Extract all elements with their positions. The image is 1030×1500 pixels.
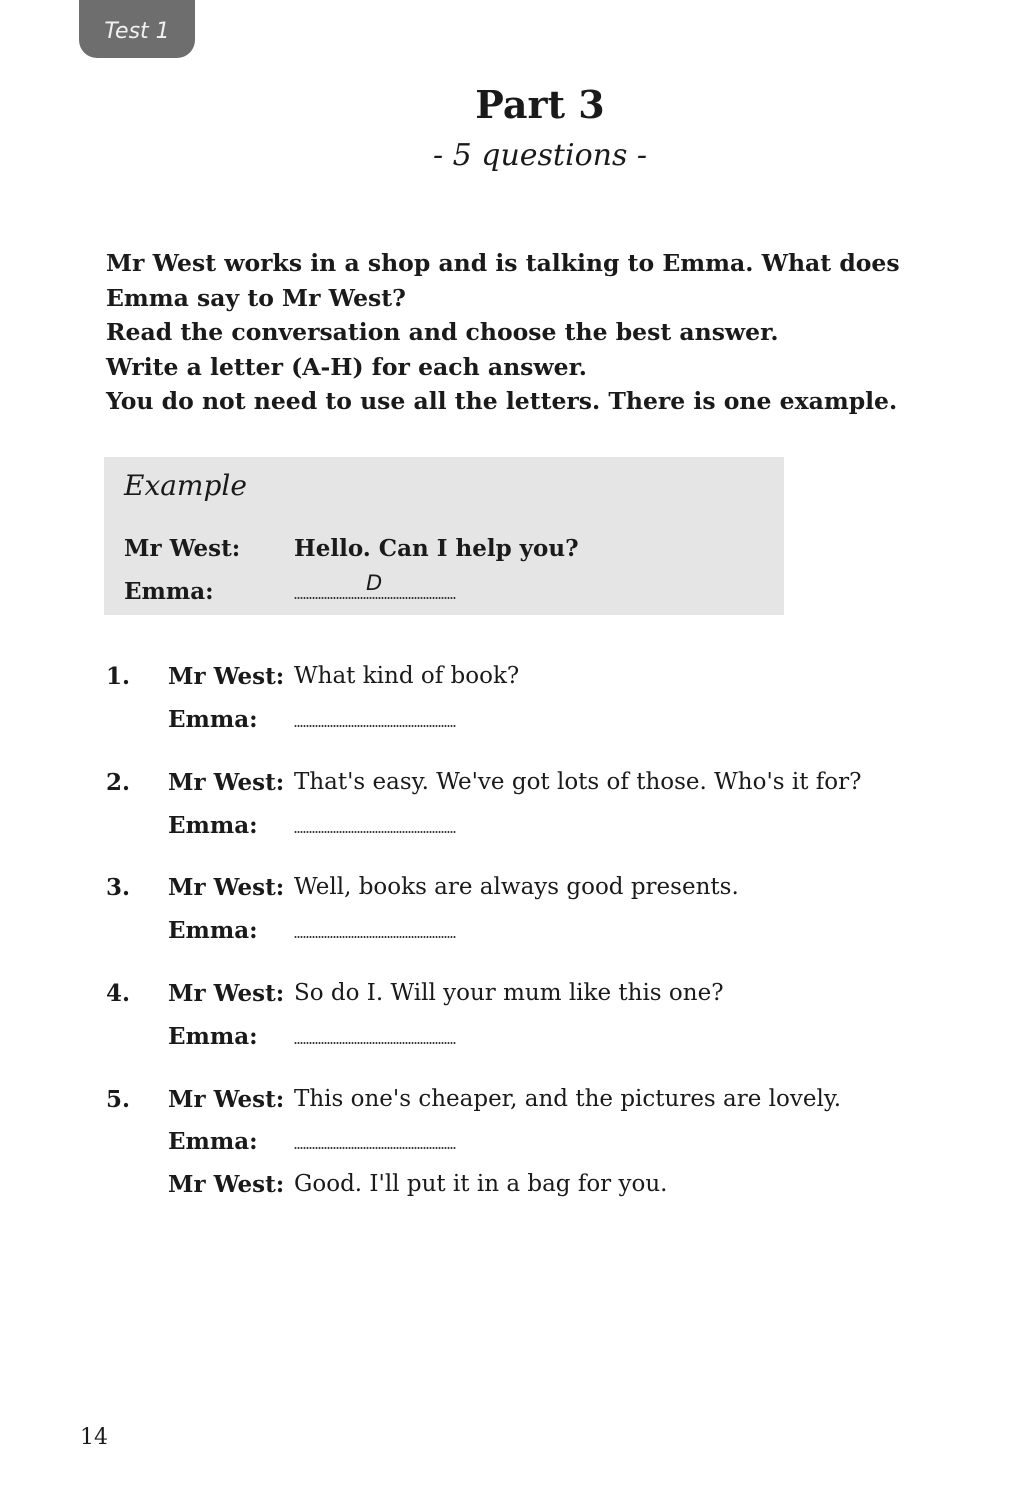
closing-line: Good. I'll put it in a bag for you.: [294, 1171, 668, 1197]
question-speaker: Mr West:: [168, 769, 285, 796]
page-number: 14: [80, 1425, 108, 1450]
answer-blank[interactable]: [294, 1147, 456, 1149]
answer-blank[interactable]: [294, 936, 456, 938]
question-number: 4.: [106, 980, 131, 1007]
question-number: 5.: [106, 1086, 131, 1113]
reply-speaker: Emma:: [168, 1023, 258, 1050]
example-line: Hello. Can I help you?: [294, 535, 579, 562]
question-number: 3.: [106, 874, 131, 901]
instruction-line: Write a letter (A-H) for each answer.: [106, 352, 587, 381]
example-speaker-mr-west: Mr West:: [124, 535, 241, 562]
example-box: [104, 457, 784, 615]
question-line: So do I. Will your mum like this one?: [294, 980, 724, 1006]
question-line: That's easy. We've got lots of those. Who's it for?: [294, 769, 862, 795]
reply-speaker: Emma:: [168, 812, 258, 839]
question-line: Well, books are always good presents.: [294, 874, 739, 900]
page-subtitle: - 5 questions -: [432, 138, 648, 173]
test-tab: Test 1: [79, 0, 195, 58]
example-heading: Example: [124, 469, 247, 502]
closing-speaker: Mr West:: [168, 1171, 285, 1198]
instruction-line: You do not need to use all the letters. There is one example.: [106, 387, 898, 415]
example-speaker-emma: Emma:: [124, 578, 214, 605]
instruction-line: Mr West works in a shop and is talking to Emma. What does Emma say to Mr West?: [106, 249, 900, 312]
reply-speaker: Emma:: [168, 706, 258, 733]
example-answer-dots: [294, 597, 456, 599]
question-line: What kind of book?: [294, 663, 520, 689]
answer-blank[interactable]: [294, 1042, 456, 1044]
answer-blank[interactable]: [294, 725, 456, 727]
question-number: 1.: [106, 663, 131, 690]
page-title: Part 3: [475, 82, 605, 127]
question-speaker: Mr West:: [168, 980, 285, 1007]
question-number: 2.: [106, 769, 131, 796]
reply-speaker: Emma:: [168, 917, 258, 944]
reply-speaker: Emma:: [168, 1128, 258, 1155]
answer-blank[interactable]: [294, 831, 456, 833]
question-speaker: Mr West:: [168, 1086, 285, 1113]
question-line: This one's cheaper, and the pictures are lovely.: [294, 1086, 842, 1112]
instruction-line: Read the conversation and choose the best answer.: [106, 318, 779, 346]
instructions: [106, 246, 976, 419]
question-speaker: Mr West:: [168, 663, 285, 690]
example-answer: D: [366, 571, 383, 595]
question-speaker: Mr West:: [168, 874, 285, 901]
